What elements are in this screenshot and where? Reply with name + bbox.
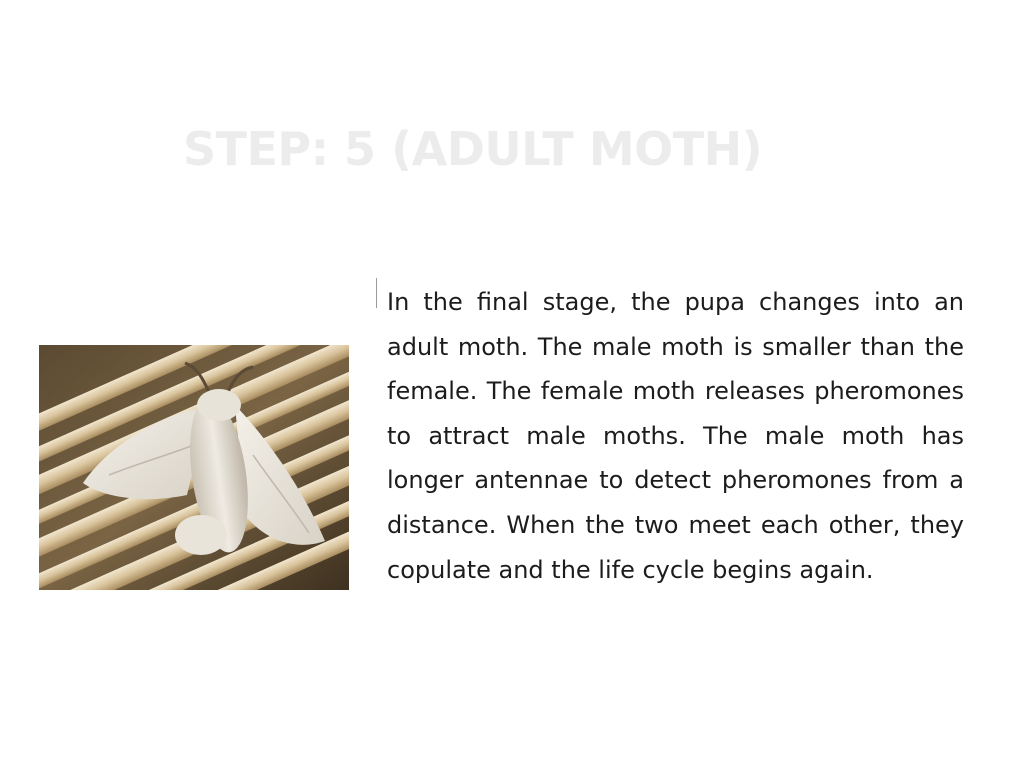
text-box-edge-line [376,278,377,308]
adult-silk-moth-image [39,345,349,590]
description-paragraph: In the final stage, the pupa changes into an adult moth. The male moth is smaller than the female. The female moth releases pheromones to attract male moths. The male moth has longer antennae to detect pheromones from a distance. When the two meet each other, they copulate and the life cycle begins again. [387,288,964,584]
slide-title: STEP: 5 (ADULT MOTH) [183,122,763,176]
description-text-box [376,276,968,660]
